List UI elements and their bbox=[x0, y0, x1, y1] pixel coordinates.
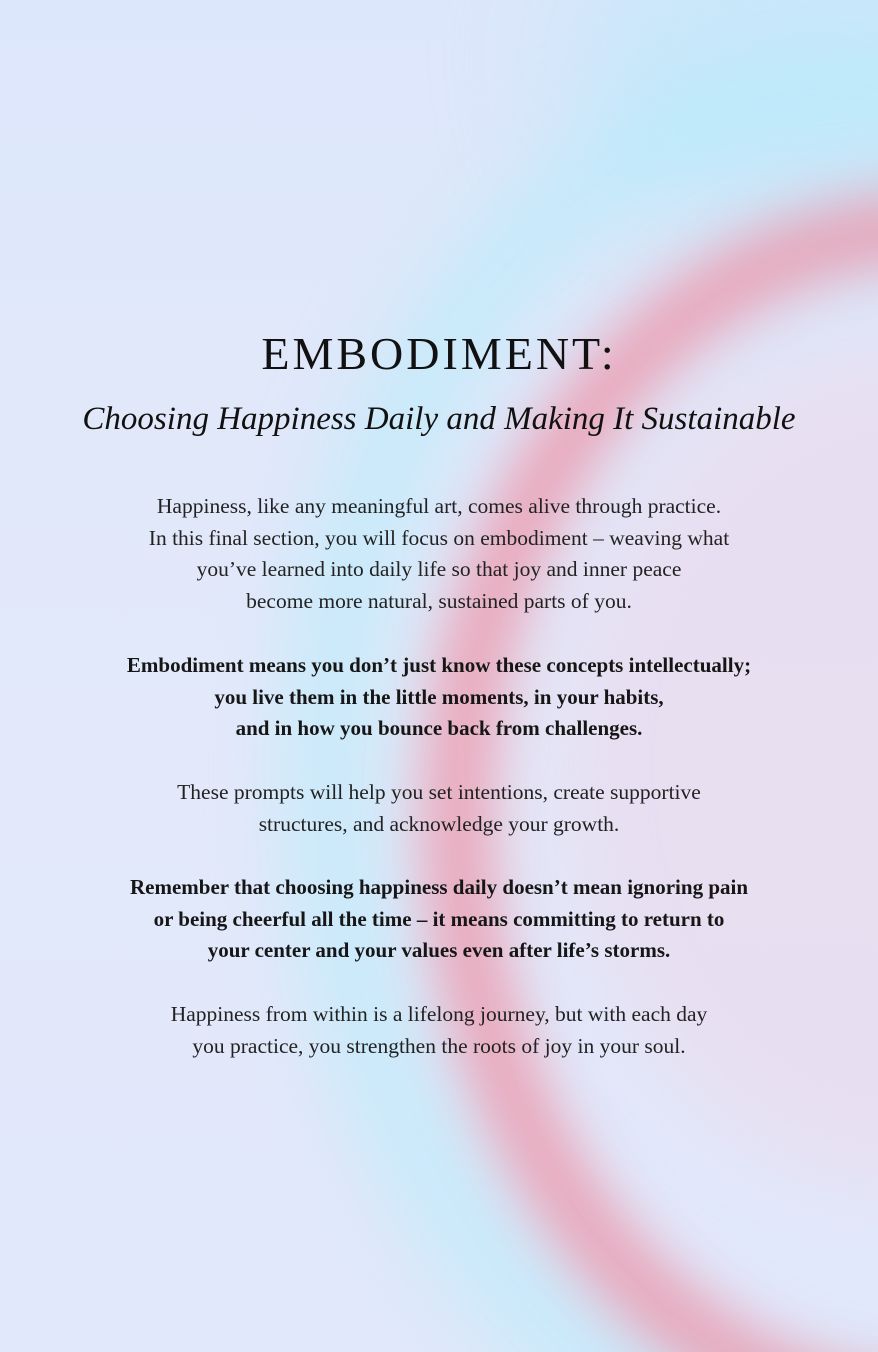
paragraph-closing bbox=[60, 999, 818, 1062]
paragraph-line: Happiness, like any meaningful art, comes alive through practice. bbox=[156, 494, 722, 518]
paragraph-line: These prompts will help you set intentions, create supportive bbox=[177, 780, 701, 804]
paragraph-line: structures, and acknowledge your growth. bbox=[258, 811, 620, 836]
paragraph-line: your center and your values even after life’s storms. bbox=[207, 938, 671, 963]
paragraph-embodiment-bold bbox=[60, 650, 818, 745]
paragraph-intro bbox=[60, 491, 818, 618]
paragraph-line: Embodiment means you don’t just know these concepts intellectually; bbox=[126, 653, 752, 677]
paragraph-remember-bold bbox=[60, 872, 818, 967]
paragraph-line: Remember that choosing happiness daily doesn’t mean ignoring pain bbox=[129, 875, 749, 899]
paragraph-line: In this final section, you will focus on embodiment – weaving what bbox=[148, 525, 730, 550]
paragraph-prompts bbox=[60, 777, 818, 840]
paragraph-line: Happiness from within is a lifelong journey, but with each day bbox=[170, 1002, 708, 1026]
paragraph-line: you’ve learned into daily life so that joy and inner peace bbox=[196, 557, 682, 582]
paragraph-line: become more natural, sustained parts of you. bbox=[246, 589, 632, 614]
paragraph-line: and in how you bounce back from challenges. bbox=[235, 716, 643, 741]
paragraph-line: or being cheerful all the time – it means committing to return to bbox=[153, 906, 725, 931]
paragraph-line: you practice, you strengthen the roots of joy in your soul. bbox=[192, 1033, 686, 1058]
page-subtitle: Choosing Happiness Daily and Making It Sustainable bbox=[82, 401, 796, 437]
paragraph-line: you live them in the little moments, in your habits, bbox=[214, 684, 664, 709]
page-title: EMBODIMENT: bbox=[261, 328, 617, 379]
